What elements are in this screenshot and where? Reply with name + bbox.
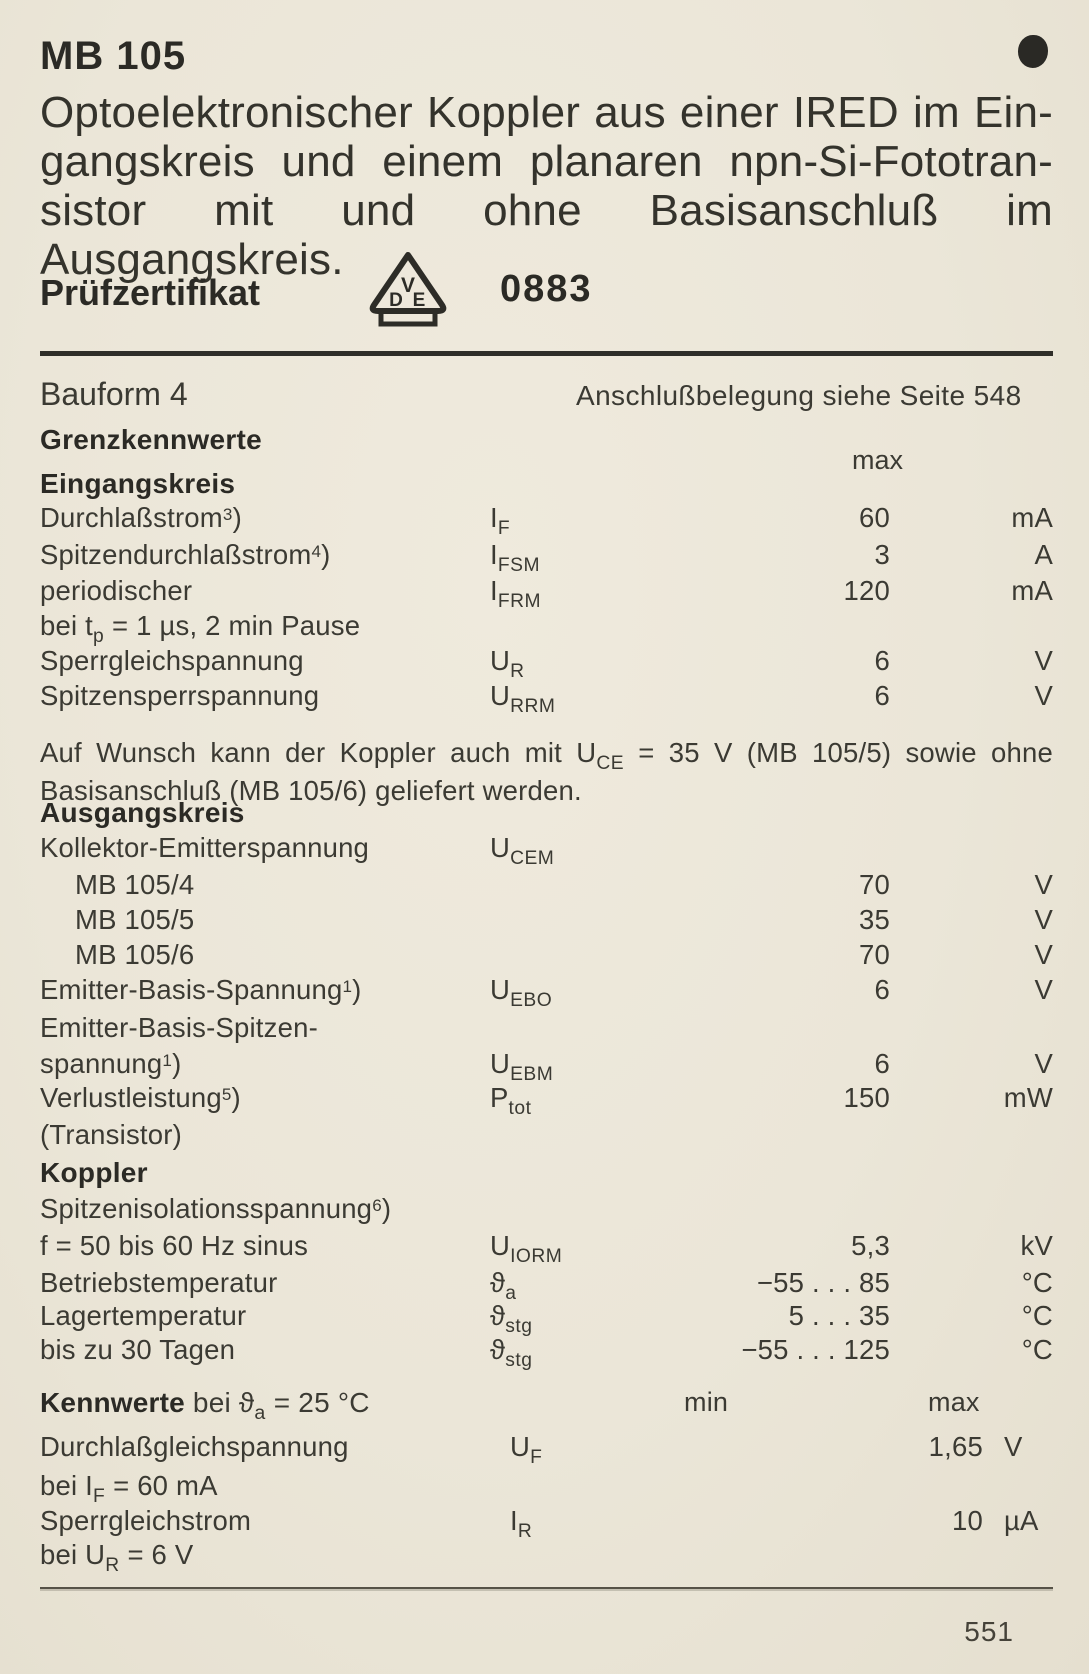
section-ausgangskreis: Ausgangskreis: [40, 797, 245, 828]
page-number: 551: [964, 1616, 1014, 1647]
symbol: $I_R$: [510, 1505, 533, 1542]
symbol: $U_{CEM}$: [490, 832, 555, 869]
section-eingangskreis: Eingangskreis: [40, 468, 236, 499]
symbol: $ϑ_{stg}$: [490, 1300, 533, 1337]
row-durchlassstrom: Durchlaßstrom$^3$) $I_F$ 60 mA: [40, 502, 1053, 539]
row-spitzensperrspannung: Spitzensperrspannung $U_{RRM}$ 6 V: [40, 680, 1053, 717]
vde-letter-v: V: [400, 274, 416, 297]
max-value: 10: [952, 1505, 983, 1536]
symbol: $ϑ_a$: [490, 1267, 517, 1304]
max-value: 6: [874, 645, 890, 676]
section-koppler: Koppler: [40, 1157, 148, 1188]
row-betriebstemperatur: Betriebstemperatur $ϑ_a$ −55 . . . 85 °C: [40, 1267, 1053, 1304]
row-emitter-basis-spitzen: Emitter-Basis-Spitzen-: [40, 1012, 318, 1043]
unit: kV: [1020, 1230, 1053, 1261]
symbol: $I_F$: [490, 502, 511, 539]
column-header-max: max: [928, 1387, 980, 1417]
row-bis-30-tagen: bis zu 30 Tagen $ϑ_{stg}$ −55 . . . 125 °C: [40, 1334, 1053, 1371]
symbol: $U_{IORM}$: [490, 1230, 563, 1267]
max-value: 70: [859, 869, 890, 900]
unit: mA: [1011, 502, 1053, 533]
unit: A: [1034, 539, 1053, 570]
max-value: 5 . . . 35: [788, 1300, 890, 1331]
footnote-marker: 1: [162, 1050, 173, 1070]
symbol: $I_{FSM}$: [490, 539, 540, 576]
vde-letter-e: E: [412, 290, 426, 311]
intro-line: gangskreis und einem planaren npn-Si-Fototran-: [40, 137, 1053, 186]
page-title: MB 105: [40, 34, 187, 78]
unit: V: [1034, 939, 1053, 970]
max-value: −55 . . . 125: [741, 1334, 890, 1365]
max-value: 6: [874, 1048, 890, 1079]
symbol: $P_{tot}$: [490, 1082, 532, 1119]
bauform-label: Bauform 4: [40, 376, 188, 412]
option-note: Auf Wunsch kann der Koppler auch mit $U_{CE} = 35$ V (MB 105/5) sowie ohne Basisanschluß (MB 105/6) geliefert werden.: [40, 737, 1053, 806]
row-mb105-4: MB 105/4 70 V: [75, 869, 1053, 900]
max-value: 6: [874, 974, 890, 1005]
column-header-max: max: [852, 445, 904, 475]
footnote-marker: 3: [222, 504, 233, 524]
max-value: 70: [859, 939, 890, 970]
unit: °C: [1021, 1267, 1053, 1298]
max-value: 35: [859, 904, 890, 935]
symbol: $ϑ_{stg}$: [490, 1334, 533, 1371]
row-periodischer: periodischer $I_{FRM}$ 120 mA: [40, 575, 1053, 612]
row-kollektor-emitterspannung: Kollektor-Emitterspannung $U_{CEM}$: [40, 832, 555, 869]
unit: °C: [1021, 1300, 1053, 1331]
max-value: 150: [843, 1082, 890, 1113]
footnote-marker: 4: [311, 541, 322, 561]
symbol: $U_F$: [510, 1431, 543, 1468]
unit: V: [1034, 1048, 1053, 1079]
unit: V: [1034, 974, 1053, 1005]
corner-dot-icon: [1018, 35, 1048, 68]
symbol: $U_R$: [490, 645, 525, 682]
unit: V: [1034, 869, 1053, 900]
row-lagertemperatur: Lagertemperatur $ϑ_{stg}$ 5 . . . 35 °C: [40, 1300, 1053, 1337]
unit: mW: [1003, 1082, 1053, 1113]
intro-line: sistor mit und ohne Basisanschluß im Ausgangskreis.: [40, 186, 1053, 284]
row-condition-tp: bei $t_p = 1$ µs, 2 min Pause: [40, 610, 361, 647]
unit: mA: [1011, 575, 1053, 606]
max-value: 1,65: [928, 1431, 983, 1462]
row-durchlassgleichspannung: Durchlaßgleichspannung $U_F$ 1,65 V: [40, 1431, 1023, 1468]
row-transistor-note: (Transistor): [40, 1119, 182, 1150]
certificate-row: [40, 250, 1053, 340]
max-value: 3: [874, 539, 890, 570]
row-mb105-6: MB 105/6 70 V: [75, 939, 1053, 970]
row-mb105-5: MB 105/5 35 V: [75, 904, 1053, 935]
vde-logo-icon: [368, 250, 448, 328]
section-grenzkennwerte: Grenzkennwerte: [40, 424, 263, 455]
row-spitzendurchlassstrom: Spitzendurchlaßstrom$^4$) $I_{FSM}$ 3 A: [40, 539, 1053, 576]
column-header-min: min: [684, 1387, 729, 1417]
certificate-label: Prüfzertifikat: [40, 272, 261, 313]
bottom-rule: [40, 1587, 1053, 1589]
row-verlustleistung: Verlustleistung$^5$) $P_{tot}$ 150 mW: [40, 1082, 1053, 1119]
row-sperrgleichspannung: Sperrgleichspannung $U_R$ 6 V: [40, 645, 1053, 682]
pinout-note: Anschlußbelegung siehe Seite 548: [576, 380, 1022, 411]
unit: V: [1034, 645, 1053, 676]
max-value: 120: [843, 575, 890, 606]
row-condition-if: bei $I_F = 60$ mA: [40, 1470, 218, 1507]
unit: V: [1034, 904, 1053, 935]
unit: µA: [1004, 1505, 1039, 1536]
top-rule: [40, 351, 1053, 356]
footnote-marker: 1: [342, 976, 353, 996]
row-f-50-60hz: f = 50 bis 60 Hz sinus $U_{IORM}$ 5,3 kV: [40, 1230, 1053, 1267]
intro-line: Optoelektronischer Koppler aus einer IRED im Ein-: [40, 88, 1053, 137]
row-spitzenisolationsspannung: Spitzenisolationsspannung$^6$): [40, 1193, 392, 1224]
row-spannung-ebm: spannung$^1$) $U_{EBM}$ 6 V: [40, 1048, 1053, 1085]
unit: °C: [1021, 1334, 1053, 1365]
symbol: $I_{FRM}$: [490, 575, 542, 612]
kennwerte-header-row: Kennwerte bei $ϑ_a = 25$ °C min max: [40, 1387, 980, 1424]
max-value: 6: [874, 680, 890, 711]
bauform-row: [40, 376, 1053, 416]
row-sperrgleichstrom: Sperrgleichstrom $I_R$ 10 µA: [40, 1505, 1039, 1542]
symbol: $U_{RRM}$: [490, 680, 556, 717]
unit: V: [1004, 1431, 1023, 1462]
vde-letter-d: D: [389, 290, 403, 311]
footnote-marker: 5: [221, 1084, 232, 1104]
max-value: 5,3: [851, 1230, 890, 1261]
row-emitter-basis-spannung: Emitter-Basis-Spannung$^1$) $U_{EBO}$ 6 V: [40, 974, 1053, 1011]
symbol: $U_{EBO}$: [490, 974, 553, 1011]
row-condition-ur: bei $U_R = 6$ V: [40, 1539, 194, 1576]
unit: V: [1034, 680, 1053, 711]
symbol: $U_{EBM}$: [490, 1048, 554, 1085]
max-value: −55 . . . 85: [756, 1267, 890, 1298]
footnote-marker: 6: [372, 1195, 382, 1215]
max-value: 60: [859, 502, 890, 533]
certificate-number: 0883: [500, 268, 593, 310]
